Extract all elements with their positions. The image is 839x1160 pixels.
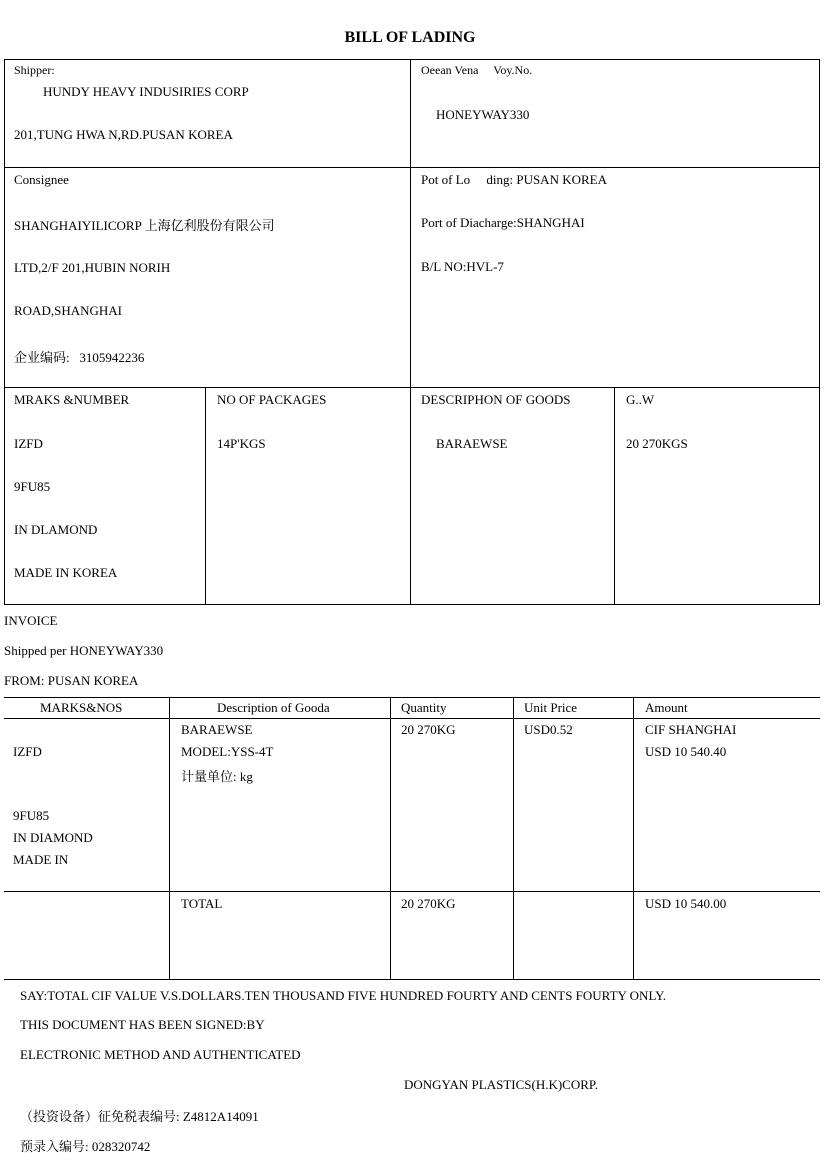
- shipper-name: HUNDY HEAVY INDUSIRIES CORP: [43, 84, 249, 99]
- invoice-mark-line: 9FU85: [13, 808, 50, 823]
- port-of-loading: Pot of Lo ding: PUSAN KOREA: [421, 172, 607, 187]
- invoice-unit-price-header: Unit Price: [524, 700, 578, 715]
- invoice-quantity-header: Quantity: [401, 700, 447, 715]
- signature-statement: THIS DOCUMENT HAS BEEN SIGNED:BY: [20, 1017, 265, 1032]
- invoice-unit-price: USD0.52: [524, 722, 573, 737]
- packages-header: NO OF PACKAGES: [217, 392, 327, 407]
- shipped-per: Shipped per HONEYWAY330: [4, 643, 164, 658]
- consignee-address-2: ROAD,SHANGHAI: [14, 303, 122, 318]
- packages-value: 14P'KGS: [217, 436, 266, 451]
- consignee-label: Consignee: [14, 172, 69, 187]
- invoice-amount: USD 10 540.40: [645, 744, 727, 759]
- invoice-quantity: 20 270KG: [401, 722, 456, 737]
- mark-line: IZFD: [14, 436, 43, 451]
- marks-header: MRAKS &NUMBER: [14, 392, 130, 407]
- consignee-code: 企业编码: 3105942236: [14, 350, 145, 365]
- authentication-statement: ELECTRONIC METHOD AND AUTHENTICATED: [20, 1047, 301, 1062]
- description-header: DESCRIPHON OF GOODS: [421, 392, 571, 407]
- gross-weight-header: G..W: [626, 392, 655, 407]
- mark-line: 9FU85: [14, 479, 51, 494]
- issuing-company: DONGYAN PLASTICS(H.K)CORP.: [404, 1077, 598, 1092]
- consignee-address-1: LTD,2/F 201,HUBIN NORIH: [14, 260, 171, 275]
- shipper-label: Shipper:: [14, 63, 55, 77]
- invoice-mark-line: IN DIAMOND: [13, 830, 93, 845]
- invoice-marks-header: MARKS&NOS: [40, 700, 123, 715]
- bl-number: B/L NO:HVL-7: [421, 259, 504, 274]
- consignee-name: SHANGHAIYILICORP 上海亿利股份有限公司: [14, 218, 275, 233]
- gross-weight-value: 20 270KGS: [626, 436, 688, 451]
- invoice-description-header: Description of Gooda: [217, 700, 330, 715]
- total-amount: USD 10 540.00: [645, 896, 727, 911]
- vessel-label: Oeean Vena Voy.No.: [421, 63, 533, 77]
- invoice-amount-terms: CIF SHANGHAI: [645, 722, 737, 737]
- invoice-mark-line: MADE IN: [13, 852, 69, 867]
- from-port: FROM: PUSAN KOREA: [4, 673, 139, 688]
- document-title: BILL OF LADING: [344, 29, 476, 46]
- tax-exemption-number: （投资设备）征免税表编号: Z4812A14091: [20, 1109, 259, 1124]
- invoice-heading: INVOICE: [4, 613, 58, 628]
- invoice-description-line: BARAEWSE: [181, 722, 253, 737]
- shipper-address: 201,TUNG HWA N,RD.PUSAN KOREA: [14, 127, 233, 142]
- vessel-value: HONEYWAY330: [436, 107, 530, 122]
- total-label: TOTAL: [181, 896, 223, 911]
- mark-line: MADE IN KOREA: [14, 565, 118, 580]
- total-quantity: 20 270KG: [401, 896, 456, 911]
- invoice-amount-header: Amount: [645, 700, 688, 715]
- invoice-description-line: 计量单位: kg: [181, 769, 253, 784]
- invoice-description-line: MODEL:YSS-4T: [181, 744, 274, 759]
- mark-line: IN DLAMOND: [14, 522, 98, 537]
- pre-entry-number: 预录入编号: 028320742: [20, 1139, 151, 1154]
- amount-in-words: SAY:TOTAL CIF VALUE V.S.DOLLARS.TEN THOUSAND FIVE HUNDRED FOURTY AND CENTS FOURTY ONLY.: [20, 988, 667, 1003]
- port-of-discharge: Port of Diacharge:SHANGHAI: [421, 215, 585, 230]
- goods-description: BARAEWSE: [436, 436, 508, 451]
- invoice-mark-line: IZFD: [13, 744, 42, 759]
